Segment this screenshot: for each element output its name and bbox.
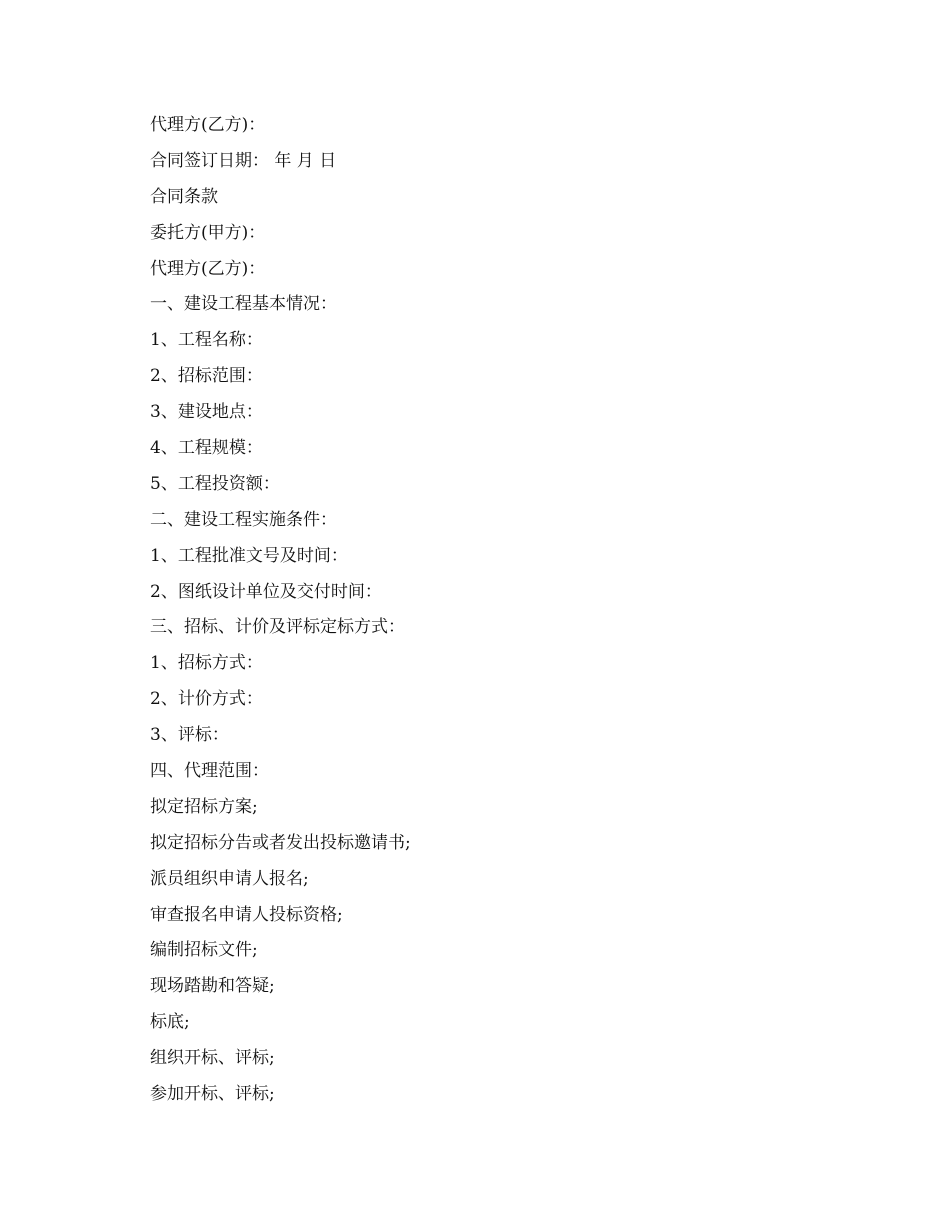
list-item-bidding-scope: 2、招标范围： — [150, 366, 263, 387]
list-item-scope-attend-opening: 参加开标、评标; — [150, 1084, 275, 1105]
list-item-scope-plan: 拟定招标方案; — [150, 796, 258, 817]
list-item-pricing-method: 2、计价方式： — [150, 689, 263, 710]
list-item-project-name: 1、工程名称： — [150, 330, 263, 351]
list-item-approval-number: 1、工程批准文号及时间： — [150, 545, 348, 566]
list-item-scope-organize-opening: 组织开标、评标; — [150, 1048, 275, 1069]
contract-text-body — [150, 108, 850, 1113]
list-item-evaluation: 3、评标： — [150, 725, 229, 746]
list-item-scope-documents: 编制招标文件; — [150, 940, 258, 961]
text-line-contract-date: 合同签订日期： 年 月 日 — [150, 150, 337, 171]
list-item-scope-site-visit: 现场踏勘和答疑; — [150, 976, 275, 997]
list-item-drawing-design-unit: 2、图纸设计单位及交付时间： — [150, 581, 382, 602]
section-heading-agency-scope: 四、代理范围： — [150, 761, 269, 782]
text-line-agent-party-b: 代理方(乙方)： — [150, 115, 266, 135]
section-heading-bidding-methods: 三、招标、计价及评标定标方式： — [150, 617, 405, 638]
list-item-investment-amount: 5、工程投资额： — [150, 473, 280, 494]
section-heading-implementation-conditions: 二、建设工程实施条件： — [150, 509, 337, 530]
text-line-principal-party-a: 委托方(甲方)： — [150, 222, 266, 243]
list-item-project-scale: 4、工程规模： — [150, 438, 263, 459]
section-heading-project-basics: 一、建设工程基本情况： — [150, 294, 337, 315]
list-item-scope-registration: 派员组织申请人报名; — [150, 868, 309, 889]
list-item-construction-site: 3、建设地点： — [150, 402, 263, 423]
text-line-agent-party-b-2: 代理方(乙方)： — [150, 258, 266, 279]
list-item-scope-announcement: 拟定招标分告或者发出投标邀请书; — [150, 832, 411, 853]
list-item-scope-qualification: 审查报名申请人投标资格; — [150, 904, 343, 925]
list-item-bidding-method: 1、招标方式： — [150, 653, 263, 674]
list-item-scope-base-price: 标底; — [150, 1012, 190, 1033]
section-heading-contract-terms: 合同条款 — [150, 186, 218, 207]
